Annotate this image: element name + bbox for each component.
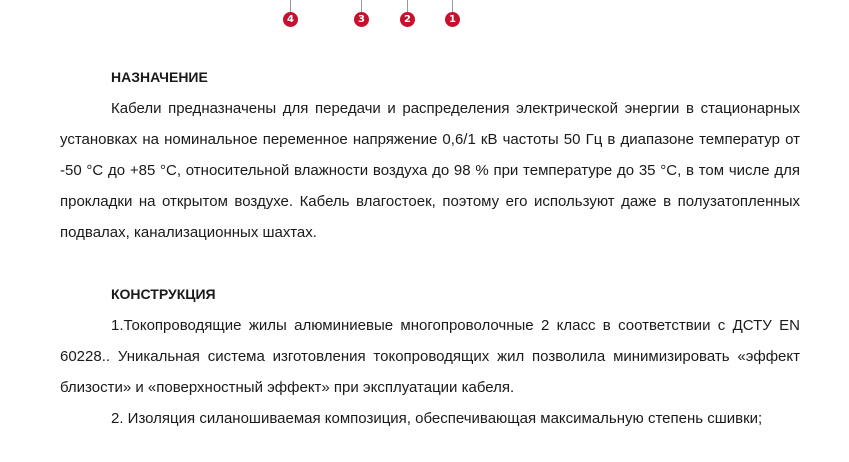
document-body bbox=[60, 62, 800, 434]
callout-marker-2: 2 bbox=[400, 12, 415, 27]
callout-marker-3: 3 bbox=[354, 12, 369, 27]
section-heading-construction: КОНСТРУКЦИЯ bbox=[111, 286, 216, 302]
callout-marker-1: 1 bbox=[445, 12, 460, 27]
construction-paragraph-2: 2. Изоляция силаношиваемая композиция, обеспечивающая максимальную степень сшивки; bbox=[111, 410, 763, 427]
construction-paragraph-1: 1.Токопроводящие жилы алюминиевые многопроволочные 2 класс в соответствии с ДСТУ EN 60228.. Уникальная система изготовления токопроводящих жил позволила минимизировать «эффект близости» и «поверхностный эффект» при эксплуатации кабеля. bbox=[60, 317, 800, 396]
callout-marker-4: 4 bbox=[283, 12, 298, 27]
section-spacer bbox=[60, 248, 800, 279]
purpose-paragraph: Кабели предназначены для передачи и распределения электрической энергии в стационарных установках на номинальное переменное напряжение 0,6/1 кВ частоты 50 Гц в диапазоне температур от -50 °С до +85 °С, относительной влажности воздуха до 98 % при температуре до 35 °С, в том числе для прокладки на открытом воздухе. Кабель влагостоек, поэтому его используют даже в полузатопленных подвалах, канализационных шахтах. bbox=[60, 100, 800, 241]
section-heading-purpose: НАЗНАЧЕНИЕ bbox=[111, 69, 208, 85]
callout-markers bbox=[0, 0, 849, 34]
